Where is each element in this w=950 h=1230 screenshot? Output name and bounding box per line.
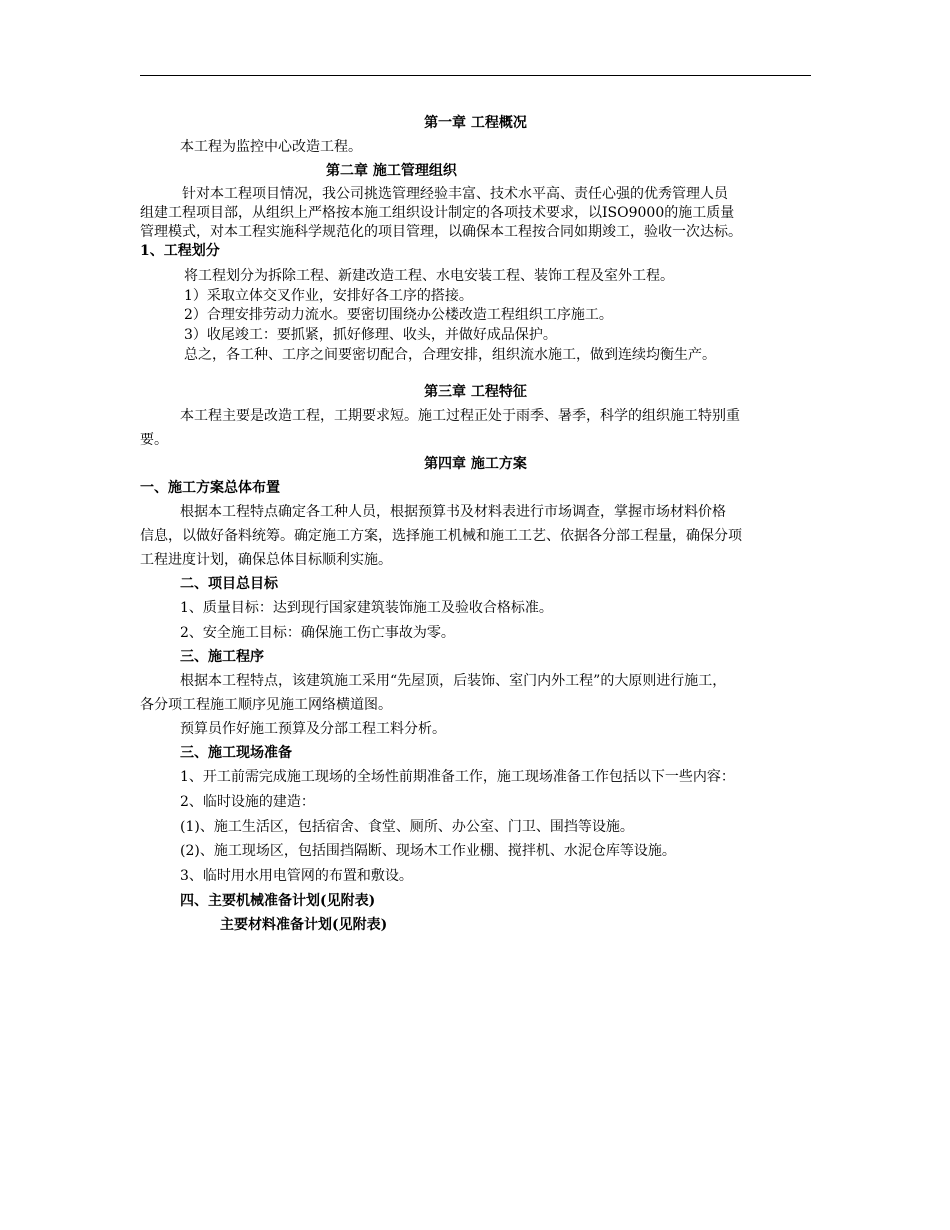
- procedure-line-2: 各分项工程施工顺序见施工网络横道图。: [140, 697, 392, 713]
- chapter-1-body: 本工程为监控中心改造工程。: [180, 139, 362, 155]
- section-heading-procedure: 三、施工程序: [180, 649, 264, 665]
- section-heading-project-goals: 二、项目总目标: [180, 576, 278, 592]
- site-preparation-item: 3、临时用水用电管网的布置和敷设。: [180, 868, 413, 884]
- section-heading-division: 1、工程划分: [140, 243, 220, 259]
- procedure-line-3: 预算员作好施工预算及分部工程工料分析。: [180, 721, 446, 737]
- division-item: 3）收尾竣工：要抓紧，抓好修理、收头，并做好成品保护。: [184, 327, 557, 343]
- division-item: 2）合理安排劳动力流水。要密切围绕办公楼改造工程组织工序施工。: [184, 307, 613, 323]
- project-goal-item: 2、安全施工目标：确保施工伤亡事故为零。: [180, 625, 455, 641]
- overall-layout-line-2: 信息，以做好备料统筹。确定施工方案，选择施工机械和施工工艺、依据各分部工程量，确保分项: [140, 528, 742, 544]
- overall-layout-line-3: 工程进度计划，确保总体目标顺利实施。: [140, 552, 392, 568]
- site-preparation-item: (2)、施工现场区，包括围挡隔断、现场木工作业棚、搅拌机、水泥仓库等设施。: [180, 843, 676, 859]
- section-heading-overall-layout: 一、施工方案总体布置: [140, 480, 280, 496]
- chapter-3-title: 第三章 工程特征: [424, 384, 527, 400]
- project-goal-item: 1、质量目标：达到现行国家建筑装饰施工及验收合格标准。: [180, 600, 553, 616]
- overall-layout-line-1: 根据本工程特点确定各工种人员，根据预算书及材料表进行市场调查，掌握市场材料价格: [180, 504, 726, 520]
- header-rule: [140, 75, 811, 76]
- chapter-3-body-line-2: 要。: [140, 432, 168, 448]
- section-heading-site-preparation: 三、施工现场准备: [180, 745, 292, 761]
- chapter-2-intro-line-2: 组建工程项目部，从组织上严格按本施工组织设计制定的各项技术要求，以ISO9000的施工质量: [140, 205, 735, 221]
- site-preparation-item: (1)、施工生活区，包括宿舍、食堂、厕所、办公室、门卫、围挡等设施。: [180, 819, 634, 835]
- chapter-2-title: 第二章 施工管理组织: [326, 163, 457, 179]
- division-item: 总之，各工种、工序之间要密切配合，合理安排，组织流水施工，做到连续均衡生产。: [184, 347, 716, 363]
- site-preparation-item: 1、开工前需完成施工现场的全场性前期准备工作，施工现场准备工作包括以下一些内容：: [180, 769, 735, 785]
- division-item: 1）采取立体交叉作业，安排好各工序的搭接。: [184, 288, 473, 304]
- division-item: 将工程划分为拆除工程、新建改造工程、水电安装工程、装饰工程及室外工程。: [184, 268, 674, 284]
- section-heading-machinery-plan: 四、主要机械准备计划(见附表): [180, 893, 376, 909]
- chapter-2-intro-line-3: 管理模式，对本工程实施科学规范化的项目管理，以确保本工程按合同如期竣工，验收一次达标。: [140, 224, 742, 240]
- chapter-2-intro-line-1: 针对本工程项目情况，我公司挑选管理经验丰富、技术水平高、责任心强的优秀管理人员: [182, 186, 728, 202]
- section-heading-material-plan: 主要材料准备计划(见附表): [220, 917, 388, 933]
- site-preparation-item: 2、临时设施的建造：: [180, 794, 315, 810]
- chapter-4-title: 第四章 施工方案: [424, 456, 527, 472]
- chapter-3-body-line-1: 本工程主要是改造工程，工期要求短。施工过程正处于雨季、暑季，科学的组织施工特别重: [180, 408, 740, 424]
- chapter-1-title: 第一章 工程概况: [424, 115, 527, 131]
- procedure-line-1: 根据本工程特点，该建筑施工采用“先屋顶，后装饰、室门内外工程”的大原则进行施工，: [180, 673, 727, 689]
